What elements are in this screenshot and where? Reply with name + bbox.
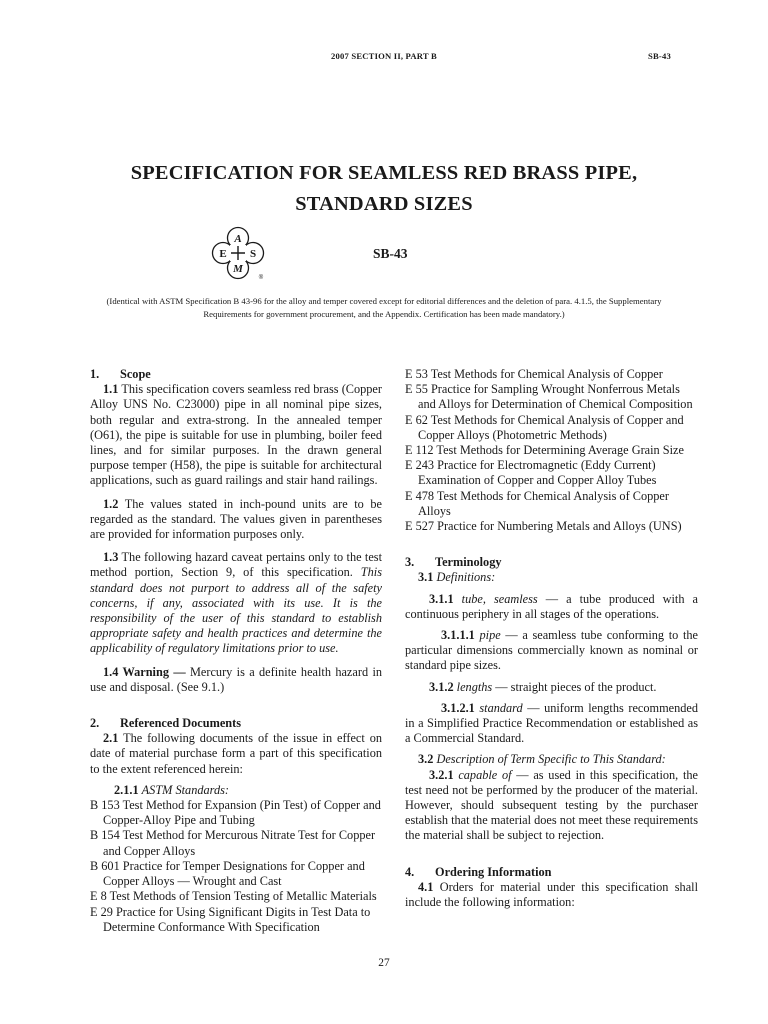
reference-item: E 112 Test Methods for Determining Average Grain Size bbox=[405, 443, 684, 458]
reference-item: E 53 Test Methods for Chemical Analysis of Copper bbox=[405, 367, 663, 381]
right-column bbox=[405, 367, 698, 910]
registered-mark: ® bbox=[258, 275, 264, 281]
logo-letter-right: S bbox=[249, 248, 257, 260]
asme-logo-icon bbox=[210, 225, 266, 281]
section-4-heading: 4. Ordering Information bbox=[405, 864, 552, 879]
spec-number: SB-43 bbox=[373, 246, 408, 261]
para-3-1-1: 3.1.1 tube, seamless — a tube produced with a continuous periphery in all stages of the operations. bbox=[405, 591, 699, 621]
reference-item: B 153 Test Method for Expansion (Pin Test) of Copper and Copper-Alloy Pipe and Tubing bbox=[90, 798, 381, 828]
para-1-3: 1.3 The following hazard caveat pertains only to the test method portion, Section 9, of this specification. This standard does not purport to address all of the safety concerns, if any, associated with its use. It is the responsibility of the user of this standard to establish appropriate safety and health practices and determine the applicability of regulatory limitations prior to use. bbox=[90, 550, 382, 656]
page-number: 27 bbox=[378, 957, 390, 969]
reference-item: B 601 Practice for Temper Designations for Copper and Copper Alloys — Wrought and Cast bbox=[90, 858, 365, 889]
para-3-2-1: 3.2.1 capable of — as used in this specification, the test need not be performed by the producer of the material. However, should subsequent testing by the purchaser establish that the material does not meet these requirements the material shall be subject to rejection. bbox=[405, 767, 699, 843]
para-1-4: 1.4 Warning — Mercury is a definite health hazard in use and disposal. (See 9.1.) bbox=[90, 664, 383, 694]
logo-letter-bottom: M bbox=[233, 263, 243, 275]
para-1-2: 1.2 The values stated in inch-pound units are to be regarded as the standard. The values given in parentheses are provided for information purposes only. bbox=[90, 496, 382, 542]
title-line-1: SPECIFICATION FOR SEAMLESS RED BRASS PIPE, bbox=[130, 162, 638, 184]
para-3-2: 3.2 Description of Term Specific to This Standard: bbox=[418, 752, 666, 767]
para-4-1: 4.1 Orders for material under this specification shall include the following information: bbox=[405, 879, 698, 910]
left-column bbox=[90, 367, 382, 935]
title-line-2: STANDARD SIZES bbox=[295, 193, 473, 215]
reference-item: B 154 Test Method for Mercurous Nitrate Test for Copper and Copper Alloys bbox=[90, 828, 376, 858]
identification-note: (Identical with ASTM Specification B 43-96 for the alloy and temper covered except for editorial differences and the deletion of para. 4.1.5, the Supplementary Requirements for government procurement, and the Appendix. Certification has been made mandatory.) bbox=[106, 296, 662, 319]
reference-item: E 527 Practice for Numbering Metals and Alloys (UNS) bbox=[405, 519, 682, 534]
para-3-1-1-1: 3.1.1.1 pipe — a seamless tube conforming to the particular dimensions commercially known as nominal or standard pipe sizes. bbox=[405, 628, 699, 673]
running-head-right: SB-43 bbox=[648, 51, 671, 61]
para-1-1: 1.1 This specification covers seamless red brass (Copper Alloy UNS No. C23000) pipe in all nominal pipe sizes, both regular and extra-strong. In the annealed temper (O61), the pipe is suitable for use in plumbing, boiler feed lines, and for similar purposes. In the drawn general purpose temper (H58), the pipe is suitable for architectural applications, such as guard railings and stair hand railings. bbox=[90, 382, 382, 488]
reference-item: E 243 Practice for Electromagnetic (Eddy Current) Examination of Copper and Copper Alloy Tubes bbox=[405, 458, 657, 488]
reference-item: E 478 Test Methods for Chemical Analysis of Copper Alloys bbox=[405, 488, 669, 518]
section-1-heading: 1. Scope bbox=[90, 367, 151, 381]
reference-item: E 8 Test Methods of Tension Testing of Metallic Materials bbox=[90, 889, 377, 904]
para-3-1-2-1: 3.1.2.1 standard — uniform lengths recommended in a Simplified Practice Recommendation or established as a Commercial Standard. bbox=[405, 700, 698, 746]
para-2-1: 2.1 The following documents of the issue in effect on date of material purchase form a part of this specification to the extent referenced herein: bbox=[90, 731, 382, 776]
reference-item: E 29 Practice for Using Significant Digits in Test Data to Determine Conformance With Specification bbox=[90, 904, 371, 934]
para-2-1-1: 2.1.1 ASTM Standards: bbox=[114, 782, 230, 797]
logo-letter-left: E bbox=[219, 248, 227, 260]
reference-item: E 55 Practice for Sampling Wrought Nonferrous Metals and Alloys for Determination of Chemical Composition bbox=[405, 382, 693, 412]
section-2-heading: 2. Referenced Documents bbox=[90, 716, 241, 731]
logo-letter-top: A bbox=[234, 233, 242, 245]
para-3-1-2: 3.1.2 lengths — straight pieces of the product. bbox=[429, 679, 657, 694]
running-head-left: 2007 SECTION II, PART B bbox=[331, 51, 437, 61]
section-3-heading: 3. Terminology bbox=[405, 555, 502, 570]
para-3-1: 3.1 Definitions: bbox=[418, 570, 496, 585]
reference-item: E 62 Test Methods for Chemical Analysis of Copper and Copper Alloys (Photometric Methods) bbox=[405, 412, 684, 442]
